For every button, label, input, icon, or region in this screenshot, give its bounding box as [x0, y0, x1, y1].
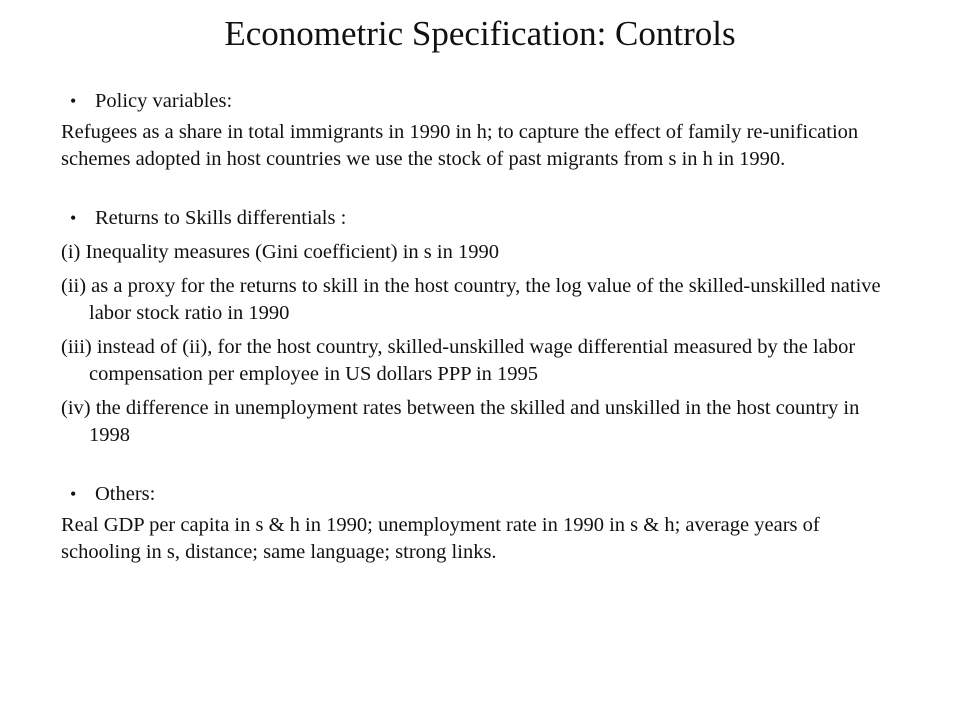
bullet-policy-variables: [61, 88, 901, 115]
skills-item-i: (i) Inequality measures (Gini coefficient) in s in 1990: [61, 241, 499, 263]
bullet-returns-to-skills: [61, 205, 901, 232]
skills-item-iii: (iii) instead of (ii), for the host country, skilled-unskilled wage differential measured by the labor compensation per employee in US dollars PPP in 1995: [61, 336, 856, 385]
slide-title: Econometric Specification: Controls: [224, 14, 736, 53]
slide-body: [61, 88, 901, 566]
bullet-dot: •: [70, 208, 77, 228]
bullet-dot: •: [70, 484, 77, 504]
section-heading: Policy variables:: [95, 90, 233, 112]
bullet-others: [61, 481, 901, 508]
section-heading: Others:: [95, 483, 156, 505]
bullet-dot: •: [70, 91, 77, 111]
others-text: Real GDP per capita in s & h in 1990; unemployment rate in 1990 in s & h; average years of schooling in s, distance; same language; strong links.: [61, 514, 820, 563]
skills-item-ii: (ii) as a proxy for the returns to skill in the host country, the log value of the skilled-unskilled native labor stock ratio in 1990: [61, 275, 881, 324]
section-heading: Returns to Skills differentials :: [95, 207, 347, 229]
policy-variables-text: Refugees as a share in total immigrants in 1990 in h; to capture the effect of family re-unification schemes adopted in host countries we use the stock of past migrants from s in h in 1990.: [61, 121, 859, 170]
skills-item-iv: (iv) the difference in unemployment rates between the skilled and unskilled in the host country in 1998: [61, 397, 860, 446]
